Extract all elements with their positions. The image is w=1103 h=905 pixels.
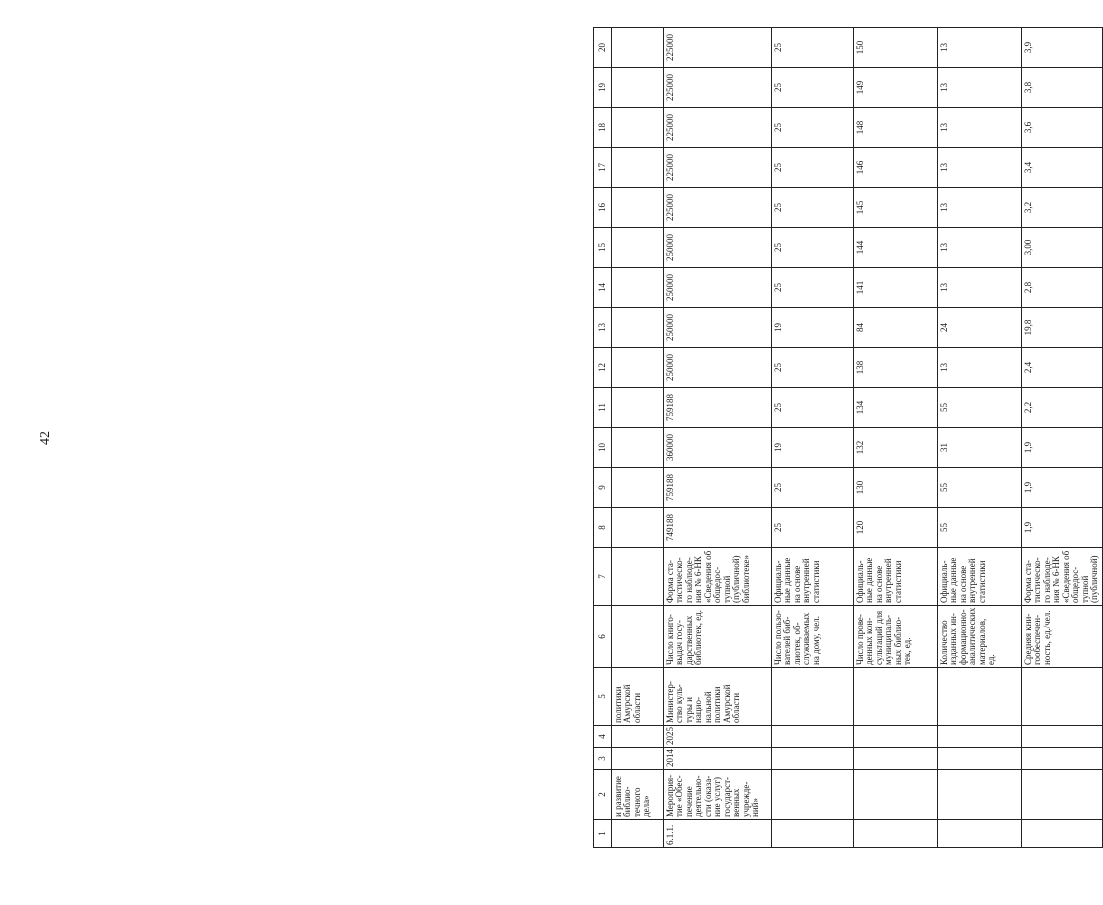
table-cell: Министер-ство куль-туры и нацио-нальной политики Амурской области — [664, 668, 772, 726]
value-cell: 225000 — [664, 148, 772, 188]
value-cell — [612, 388, 664, 428]
value-cell: 150 — [854, 28, 938, 68]
table-cell: Мероприя-тие «Обес-печение деятельно-сти (оказа-ние услуг) государст-венных учрежде-ний» — [664, 770, 772, 820]
table-row — [664, 28, 772, 848]
table-cell — [772, 748, 854, 770]
table-cell: Официаль-ные данные на основе внутренней статистики — [772, 548, 854, 606]
value-cell: 3,6 — [1022, 108, 1103, 148]
value-cell: 250000 — [664, 228, 772, 268]
value-cell: 25 — [772, 188, 854, 228]
value-cell: 13 — [938, 148, 1022, 188]
value-cell — [612, 268, 664, 308]
value-cell — [612, 308, 664, 348]
value-cell: 3,9 — [1022, 28, 1103, 68]
value-cell: 25 — [772, 468, 854, 508]
table-cell: 2025 — [664, 726, 772, 748]
value-cell: 250000 — [664, 348, 772, 388]
col-header: 5 — [594, 668, 612, 726]
table-cell — [938, 726, 1022, 748]
value-cell: 1,9 — [1022, 468, 1103, 508]
table-cell — [612, 606, 664, 668]
value-cell: 250000 — [664, 308, 772, 348]
col-header: 19 — [594, 68, 612, 108]
value-cell: 148 — [854, 108, 938, 148]
value-cell: 120 — [854, 508, 938, 548]
table-cell: 6.1.1. — [664, 820, 772, 848]
value-cell: 145 — [854, 188, 938, 228]
value-cell: 55 — [938, 468, 1022, 508]
table-cell — [612, 748, 664, 770]
table-row — [938, 28, 1022, 848]
value-cell: 25 — [772, 28, 854, 68]
col-header: 18 — [594, 108, 612, 148]
value-cell: 3,4 — [1022, 148, 1103, 188]
value-cell: 25 — [772, 228, 854, 268]
table-row — [612, 28, 664, 848]
value-cell: 19 — [772, 428, 854, 468]
document-sheet — [593, 28, 1099, 848]
value-cell: 84 — [854, 308, 938, 348]
value-cell: 2,4 — [1022, 348, 1103, 388]
table-cell — [854, 748, 938, 770]
value-cell: 25 — [772, 68, 854, 108]
value-cell: 13 — [938, 188, 1022, 228]
value-cell: 25 — [772, 388, 854, 428]
col-header: 9 — [594, 468, 612, 508]
value-cell: 55 — [938, 508, 1022, 548]
col-header: 17 — [594, 148, 612, 188]
table-cell — [938, 668, 1022, 726]
table-cell — [1022, 770, 1103, 820]
table-cell — [612, 548, 664, 606]
value-cell: 759188 — [664, 468, 772, 508]
table-cell: Число книго-выдач госу-дарственных библиотек, ед. — [664, 606, 772, 668]
value-cell: 225000 — [664, 68, 772, 108]
col-header: 10 — [594, 428, 612, 468]
value-cell: 749188 — [664, 508, 772, 548]
value-cell — [612, 148, 664, 188]
value-cell: 3,00 — [1022, 228, 1103, 268]
value-cell: 132 — [854, 428, 938, 468]
value-cell — [612, 428, 664, 468]
value-cell: 25 — [772, 348, 854, 388]
value-cell: 19,8 — [1022, 308, 1103, 348]
value-cell — [612, 108, 664, 148]
value-cell: 25 — [772, 148, 854, 188]
value-cell: 360000 — [664, 428, 772, 468]
table-cell — [612, 820, 664, 848]
indicators-table — [593, 27, 1103, 848]
table-cell: Количество изданных ин-формационно-аналитических материалов, ед. — [938, 606, 1022, 668]
table-cell: Официаль-ные данные на основе внутренней статистики — [854, 548, 938, 606]
table-cell — [612, 726, 664, 748]
table-cell: 2014 — [664, 748, 772, 770]
col-header: 12 — [594, 348, 612, 388]
table-row — [1022, 28, 1103, 848]
table-row — [854, 28, 938, 848]
value-cell — [612, 348, 664, 388]
table-cell — [772, 820, 854, 848]
table-cell: и развитие библио-течного дела» — [612, 770, 664, 820]
value-cell: 13 — [938, 108, 1022, 148]
table-cell — [772, 668, 854, 726]
col-header: 4 — [594, 726, 612, 748]
table-cell: Официаль-ные данные на основе внутренней статистики — [938, 548, 1022, 606]
value-cell: 3,2 — [1022, 188, 1103, 228]
table-cell — [854, 726, 938, 748]
value-cell: 25 — [772, 508, 854, 548]
table-cell — [1022, 748, 1103, 770]
value-cell: 759188 — [664, 388, 772, 428]
value-cell: 146 — [854, 148, 938, 188]
col-header: 8 — [594, 508, 612, 548]
value-cell: 3,8 — [1022, 68, 1103, 108]
value-cell: 141 — [854, 268, 938, 308]
col-header: 7 — [594, 548, 612, 606]
value-cell — [612, 188, 664, 228]
value-cell: 225000 — [664, 188, 772, 228]
table-cell — [938, 748, 1022, 770]
value-cell: 25 — [772, 108, 854, 148]
col-header: 2 — [594, 770, 612, 820]
table-cell — [854, 668, 938, 726]
table-cell: Форма ста-тистическо-го наблюде-ния № 6-НК «Сведения об общедос-тупной (публичной) библиотеке» — [664, 548, 772, 606]
value-cell: 31 — [938, 428, 1022, 468]
value-cell: 1,9 — [1022, 508, 1103, 548]
col-header: 16 — [594, 188, 612, 228]
table-cell — [854, 770, 938, 820]
table-cell: политики Амурской области — [612, 668, 664, 726]
value-cell: 25 — [772, 268, 854, 308]
table-cell — [1022, 726, 1103, 748]
table-cell — [938, 770, 1022, 820]
value-cell — [612, 468, 664, 508]
value-cell: 225000 — [664, 28, 772, 68]
value-cell: 149 — [854, 68, 938, 108]
table-cell: Число прове-денных кон-сультаций для муниципаль-ных библио-тек, ед. — [854, 606, 938, 668]
col-header: 13 — [594, 308, 612, 348]
table-cell — [938, 820, 1022, 848]
value-cell: 24 — [938, 308, 1022, 348]
table-cell — [854, 820, 938, 848]
col-header: 1 — [594, 820, 612, 848]
value-cell — [612, 68, 664, 108]
value-cell: 1,9 — [1022, 428, 1103, 468]
header-row — [594, 28, 612, 848]
col-header: 3 — [594, 748, 612, 770]
value-cell: 13 — [938, 348, 1022, 388]
col-header: 14 — [594, 268, 612, 308]
col-header: 20 — [594, 28, 612, 68]
value-cell — [612, 28, 664, 68]
table-cell: Средняя кни-гообеспечен-ность, ед./чел. — [1022, 606, 1103, 668]
table-cell — [772, 770, 854, 820]
value-cell: 130 — [854, 468, 938, 508]
value-cell: 13 — [938, 228, 1022, 268]
value-cell: 19 — [772, 308, 854, 348]
value-cell: 2,8 — [1022, 268, 1103, 308]
page-number: 42 — [38, 431, 53, 445]
table-cell — [1022, 668, 1103, 726]
value-cell — [612, 228, 664, 268]
value-cell: 134 — [854, 388, 938, 428]
col-header: 11 — [594, 388, 612, 428]
table-cell — [772, 726, 854, 748]
table-row — [772, 28, 854, 848]
value-cell: 55 — [938, 388, 1022, 428]
value-cell: 225000 — [664, 108, 772, 148]
value-cell: 250000 — [664, 268, 772, 308]
value-cell: 144 — [854, 228, 938, 268]
value-cell: 13 — [938, 28, 1022, 68]
table-cell: Форма ста-тистическо-го наблюде-ния № 6-НК «Сведения об общедос-тупной (публичной) — [1022, 548, 1103, 606]
value-cell — [612, 508, 664, 548]
value-cell: 13 — [938, 268, 1022, 308]
value-cell: 13 — [938, 68, 1022, 108]
table-cell — [1022, 820, 1103, 848]
table-cell: Число пользо-вателей биб-лиотек, об-служиваемых на дому, чел. — [772, 606, 854, 668]
value-cell: 2,2 — [1022, 388, 1103, 428]
value-cell: 138 — [854, 348, 938, 388]
col-header: 15 — [594, 228, 612, 268]
col-header: 6 — [594, 606, 612, 668]
